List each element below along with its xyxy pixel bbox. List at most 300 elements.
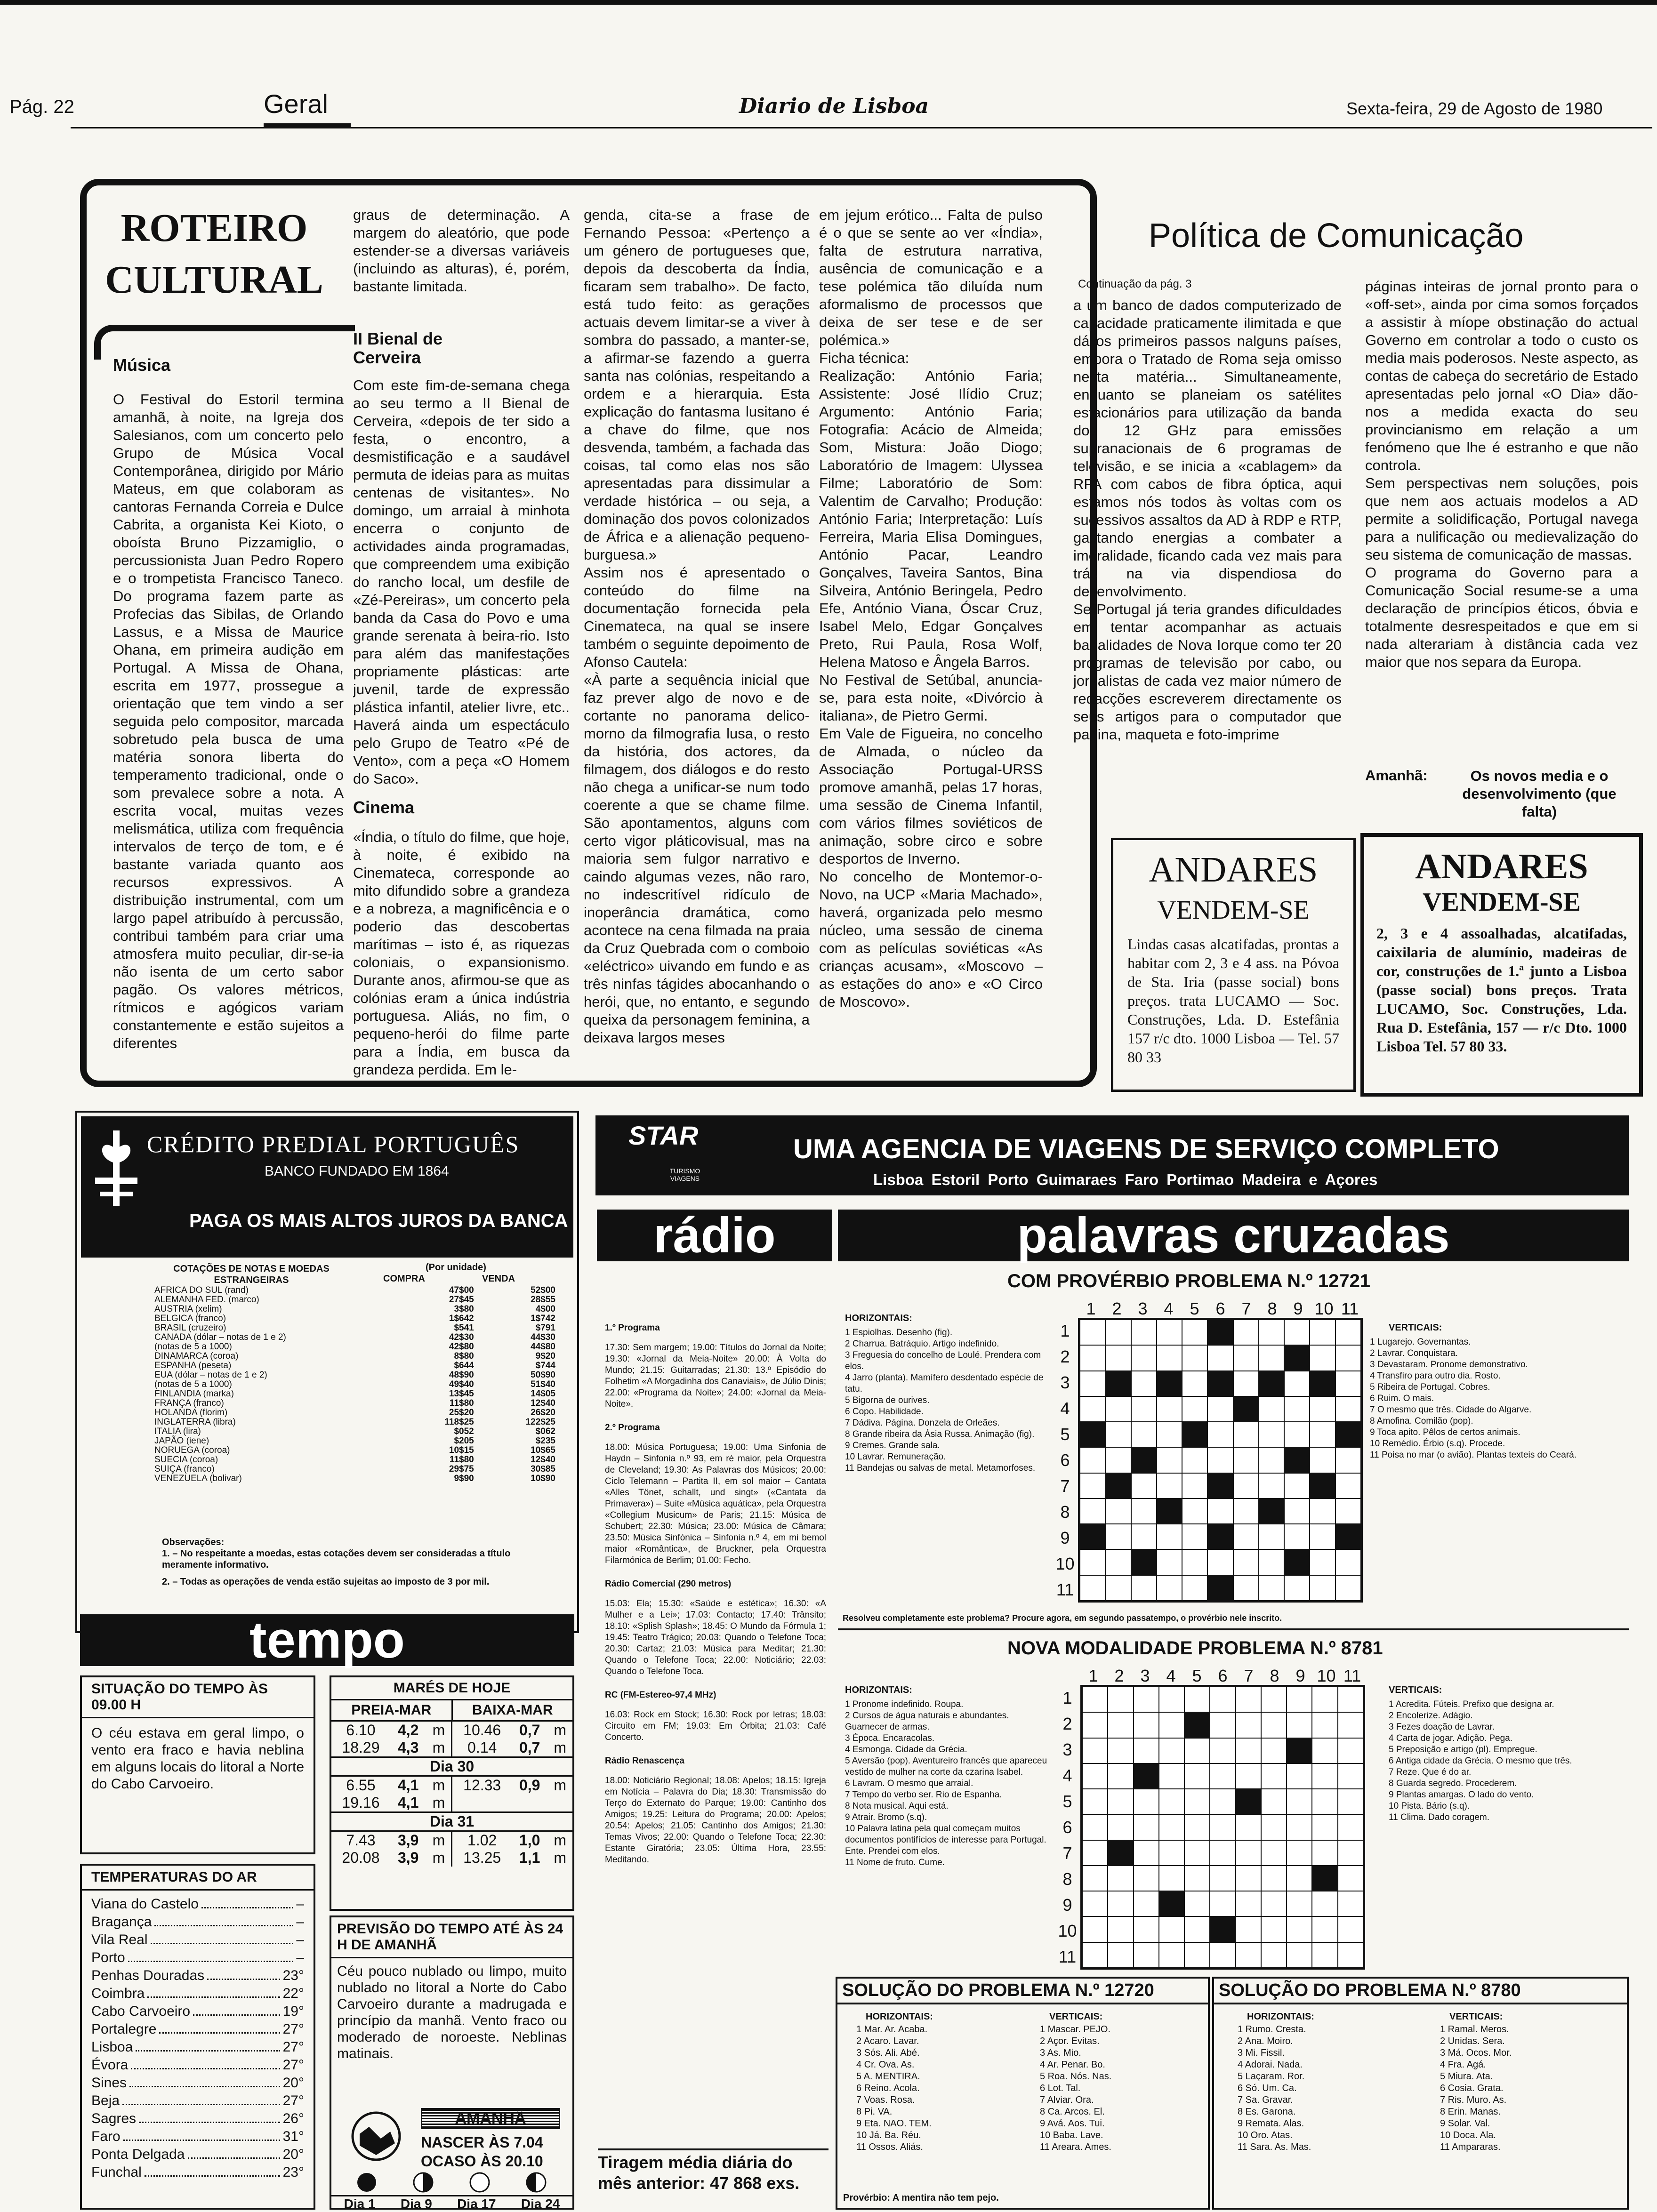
crossword-cell[interactable] [1184, 1891, 1210, 1916]
crossword-cell[interactable] [1105, 1549, 1131, 1575]
crossword-cell[interactable] [1236, 1840, 1261, 1866]
crossword-cell[interactable] [1312, 1942, 1337, 1968]
crossword-cell[interactable] [1259, 1396, 1284, 1422]
city-name: Vila Real [91, 1932, 148, 1948]
crossword-cell[interactable] [1131, 1499, 1157, 1524]
tide-value: m [554, 1832, 567, 1849]
crossword-cell[interactable] [1182, 1320, 1207, 1345]
row-number: 2 [1062, 1714, 1072, 1733]
crossword-cell[interactable] [1338, 1687, 1363, 1712]
crossword-cell[interactable] [1310, 1422, 1335, 1447]
solution-1 [836, 1977, 1210, 2210]
crossword-cell[interactable] [1284, 1575, 1310, 1601]
crossword-cell[interactable] [1207, 1396, 1233, 1422]
credito-founded: BANCO FUNDADO EM 1864 [265, 1163, 449, 1179]
crossword-cell[interactable] [1233, 1345, 1259, 1370]
crossword-cell[interactable] [1080, 1396, 1105, 1422]
currency-name: VENEZUELA (bolivar) [154, 1474, 242, 1483]
crossword-cell[interactable] [1338, 1814, 1363, 1840]
crossword-cell[interactable] [1210, 1814, 1235, 1840]
tiragem: Tiragem média diária do mês anterior: 47 868 exs. [598, 2148, 828, 2194]
crossword-cell[interactable] [1157, 1320, 1182, 1345]
rate-compra: 1$642 [449, 1314, 474, 1323]
crossword-cell[interactable] [1233, 1473, 1259, 1499]
crossword-cell[interactable] [1312, 1687, 1337, 1712]
crossword-cell[interactable] [1210, 1789, 1235, 1814]
crossword-cell[interactable] [1182, 1345, 1207, 1370]
crossword-cell[interactable] [1261, 1738, 1287, 1763]
crossword-cell[interactable] [1134, 1916, 1159, 1942]
crossword-cell[interactable] [1108, 1891, 1133, 1916]
crossword-cell[interactable] [1157, 1396, 1182, 1422]
crossword-cell[interactable] [1131, 1371, 1157, 1396]
crossword-cell[interactable] [1082, 1789, 1108, 1814]
crossword-cell[interactable] [1233, 1575, 1259, 1601]
page-number: Pág. 22 [9, 96, 74, 117]
crossword-cell[interactable] [1105, 1320, 1131, 1345]
crossword-cell[interactable] [1082, 1840, 1108, 1866]
crossword-cell[interactable] [1182, 1549, 1207, 1575]
crossword-cell[interactable] [1335, 1345, 1361, 1370]
sol2-v-label: VERTICAIS: [1449, 2012, 1503, 2022]
crossword-cell[interactable] [1310, 1549, 1335, 1575]
crossword-cell[interactable] [1184, 1814, 1210, 1840]
crossword-cell[interactable] [1207, 1422, 1233, 1447]
crossword-cell[interactable] [1184, 1942, 1210, 1968]
currency-name: HOLANDA (florim) [154, 1408, 228, 1418]
crossword-cell[interactable] [1338, 1789, 1363, 1814]
rate-compra: 13$45 [449, 1389, 474, 1399]
crossword-cell[interactable] [1233, 1320, 1259, 1345]
crossword-cell[interactable] [1105, 1345, 1131, 1370]
crossword-cell[interactable] [1182, 1575, 1207, 1601]
tide-value: 3,9 [397, 1849, 419, 1866]
crossword-cell[interactable] [1105, 1575, 1131, 1601]
crossword-cell[interactable] [1210, 1763, 1235, 1789]
currency-name: CANADA (dólar – notas de 1 e 2) [154, 1332, 286, 1342]
crossword-cell[interactable] [1310, 1575, 1335, 1601]
crossword-cell[interactable] [1310, 1396, 1335, 1422]
tide-value: m [554, 1722, 567, 1739]
crossword-cell[interactable] [1312, 1840, 1337, 1866]
crossword-cell[interactable] [1207, 1549, 1233, 1575]
crossword-cell[interactable] [1131, 1345, 1157, 1370]
crossword-cell[interactable] [1108, 1763, 1133, 1789]
crossword-cell[interactable] [1287, 1891, 1312, 1916]
crossword-cell[interactable] [1259, 1345, 1284, 1370]
row-number: 10 [1055, 1554, 1075, 1573]
politica-col-1: a um banco de dados computerizado de capacidade praticamente ilimitada e que dá os primeiros passos nalguns países, embora o Tratado de Roma seja omisso nesta matéria... Simultaneamente, enquanto se planeiam os satélites estacionários para utilização da banda dos 12 GHz para emissões supranacionais de 6 programas de televisão, e se inicia a «cablagem» da RFA com cabos de fibra óptica, aqui estamos nós todos às voltas com os sucessivos assaltos da AD à RDP e RTP, gastando energias a combater a imoralidade, ficando cada vez mais para trás na via dispendiosa do desenvolvimento. Se Portugal já teria grandes dificuldades em tentar acompanhar as actuais banalidades de Nova Iorque como ter 20 programas de televisão por cabo, ou jornalistas de cada vez maior número de redacções escreverem directamente os seus artigos para o computador que pagina, maqueta e foto-imprime [1073, 297, 1342, 743]
crossword-cell[interactable] [1236, 1738, 1261, 1763]
crossword-cell[interactable] [1335, 1320, 1361, 1345]
star-travel-ad[interactable] [595, 1115, 1629, 1195]
star-tag: TURISMO VIAGENS [669, 1167, 700, 1182]
crossword-cell[interactable] [1261, 1916, 1287, 1942]
crossword-cell[interactable] [1105, 1422, 1131, 1447]
crossword-cell[interactable] [1261, 1942, 1287, 1968]
city-name: Coimbra [91, 1986, 145, 2001]
crossword-cell[interactable] [1108, 1942, 1133, 1968]
row-number: 5 [1060, 1424, 1070, 1444]
p2-verticais: 1 Acredita. Fúteis. Prefixo que designa ar. 2 Encolerize. Adágio. 3 Fezes doação de Lavrar. 4 Carta de jogar. Adição. Pega. 5 Preposição e artigo (pl). Empregue. 6 Antiga cidade da Grécia. O mesmo que três. 7 Reze. Que é do ar. 8 Guarda segredo. Procederem. 9 Plantas amargas. O lado do vento. 10 Pista. Bário (s.q). 11 Clima. Dado coragem. [1389, 1699, 1572, 1822]
row-number: 2 [1060, 1346, 1070, 1366]
crossword-cell[interactable] [1261, 1687, 1287, 1712]
currency-name: JAPÃO (iene) [154, 1436, 209, 1446]
crossword-cell[interactable] [1134, 1866, 1159, 1891]
rate-row [153, 1418, 557, 1427]
crossword-block [1312, 1866, 1337, 1891]
crossword-cell[interactable] [1338, 1916, 1363, 1942]
crossword-cell[interactable] [1335, 1371, 1361, 1396]
crossword-cell[interactable] [1312, 1738, 1337, 1763]
andares-ad-1[interactable] [1111, 838, 1356, 1092]
crossword-cell[interactable] [1080, 1549, 1105, 1575]
crossword-cell[interactable] [1134, 1789, 1159, 1814]
crossword-cell[interactable] [1157, 1473, 1182, 1499]
crossword-cell[interactable] [1184, 1916, 1210, 1942]
tide-value: 12.33 [463, 1777, 501, 1794]
crossword-cell[interactable] [1080, 1473, 1105, 1499]
currency-name: BRASIL (cruzeiro) [154, 1323, 226, 1333]
crossword-cell[interactable] [1157, 1524, 1182, 1549]
crossword-cell[interactable] [1159, 1916, 1184, 1942]
crossword-cell[interactable] [1335, 1549, 1361, 1575]
crossword-cell[interactable] [1261, 1866, 1287, 1891]
crossword-cell[interactable] [1210, 1712, 1235, 1738]
crossword-cell[interactable] [1284, 1371, 1310, 1396]
sol2-v: 1 Ramal. Meros. 2 Unidas. Sera. 3 Má. Ocos. Mor. 4 Fra. Agá. 5 Miura. Ata. 6 Cosia. Grata. 7 Ris. Muro. As. 8 Erin. Manas. 9 Solar. Val. 10 Doca. Ala. 11 Ampararas. [1440, 2024, 1512, 2152]
crossword-cell[interactable] [1080, 1447, 1105, 1473]
crossword-cell[interactable] [1233, 1371, 1259, 1396]
crossword-cell[interactable] [1131, 1575, 1157, 1601]
crossword-cell[interactable] [1284, 1396, 1310, 1422]
crossword-cell[interactable] [1236, 1866, 1261, 1891]
crossword-cell[interactable] [1233, 1422, 1259, 1447]
crossword-cell[interactable] [1335, 1447, 1361, 1473]
crossword-cell[interactable] [1261, 1814, 1287, 1840]
crossword-cell[interactable] [1312, 1891, 1337, 1916]
rates-obs-title: Observações: [162, 1537, 225, 1547]
crossword-cell[interactable] [1259, 1524, 1284, 1549]
column-number: 7 [1244, 1666, 1254, 1685]
crossword-block [1335, 1524, 1361, 1549]
column-number: 11 [1341, 1299, 1359, 1318]
crossword-cell[interactable] [1159, 1814, 1184, 1840]
crossword-cell[interactable] [1284, 1499, 1310, 1524]
crossword-cell[interactable] [1157, 1549, 1182, 1575]
roteiro-col-1: O Festival do Estoril termina amanhã, à noite, na Igreja dos Salesianos, com um concerto pelo Grupo de Música Vocal Contemporânea, dirigido por Mário Mateus, em que colaboram as cantoras Fernanda Correia e Dulce Cabrita, a organista Kei Kioto, o oboísta Bruno Pizzamiglio, o percussionista Juan Pedro Ropero e o trompetista Francisco Taneco. Do programa fazem parte as Profecias das Sibilas, de Orlando Lassus, e a Missa de Maurice Ohana, em primeira audição em Portugal. A Missa de Ohana, escrita em 1977, prossegue a orientação que tem vindo a ser seguida pelo compositor, marcada sobretudo pela busca de uma matéria sonora liberta do temperamento tradicional, onde o som prevalece sobre a nota. A escrita vocal, muitas vezes melismática, utiliza com frequência intervalos de terço de tom, e é bastante variada quanto aos recursos expressivos. A distribuição instrumental, com um largo papel atribuído à percussão, contribui também para criar uma atmosfera muito peculiar, dir-se-ia não isenta de um certo sabor pagão. Os valores métricos, rítmicos e agógicos variam constantemente e estão sujeitos a diferentes [113, 391, 344, 1051]
crossword-cell[interactable] [1131, 1524, 1157, 1549]
crossword-cell[interactable] [1210, 1866, 1235, 1891]
currency-name: ALEMANHA FED. (marco) [154, 1295, 259, 1305]
row-number: 9 [1060, 1528, 1070, 1547]
crossword-cell[interactable] [1310, 1447, 1335, 1473]
crossword-cell[interactable] [1082, 1916, 1108, 1942]
crossword-cell[interactable] [1182, 1447, 1207, 1473]
crossword-cell[interactable] [1182, 1396, 1207, 1422]
crossword-cell[interactable] [1082, 1687, 1108, 1712]
crossword-cell[interactable] [1210, 1687, 1235, 1712]
temperature-row [91, 1967, 304, 1985]
crossword-cell[interactable] [1108, 1789, 1133, 1814]
crossword-cell[interactable] [1287, 1687, 1312, 1712]
tide-value [512, 1794, 548, 1812]
crossword-cell[interactable] [1210, 1942, 1235, 1968]
crossword-cell[interactable] [1335, 1499, 1361, 1524]
crossword-cell[interactable] [1261, 1891, 1287, 1916]
credito-predial-ad[interactable] [75, 1111, 579, 1633]
rates-unit: (Por unidade) [426, 1262, 486, 1273]
crossword-cell[interactable] [1210, 1840, 1235, 1866]
crossword-cell[interactable] [1236, 1814, 1261, 1840]
crossword-cell[interactable] [1159, 1738, 1184, 1763]
crossword-cell[interactable] [1233, 1499, 1259, 1524]
crossword-cell[interactable] [1210, 1738, 1235, 1763]
crossword-cell[interactable] [1312, 1789, 1337, 1814]
sun-icon [341, 2106, 411, 2167]
crossword-cell[interactable] [1310, 1320, 1335, 1345]
crossword-cell[interactable] [1287, 1916, 1312, 1942]
crossword-cell[interactable] [1287, 1942, 1312, 1968]
crossword-block [1080, 1524, 1105, 1549]
crossword-cell[interactable] [1082, 1942, 1108, 1968]
crossword-block [1210, 1916, 1235, 1942]
crossword-cell[interactable] [1338, 1891, 1363, 1916]
crossword-cell[interactable] [1210, 1891, 1235, 1916]
radio-fm: 16.03: Rock em Stock; 16.30: Rock por letras; 18.03: Circuito em FM; 19.03: Em Órbita; 21.03: Café Concerto. [605, 1710, 826, 1742]
crossword-cell[interactable] [1236, 1687, 1261, 1712]
tide-row [331, 1794, 572, 1812]
crossword-cell[interactable] [1236, 1916, 1261, 1942]
tide-row [331, 1776, 572, 1795]
crossword-cell[interactable] [1105, 1499, 1131, 1524]
crossword-cell[interactable] [1259, 1473, 1284, 1499]
crossword-cell[interactable] [1338, 1763, 1363, 1789]
masthead [0, 0, 1657, 141]
crossword-cell[interactable] [1080, 1499, 1105, 1524]
crossword-cell[interactable] [1233, 1447, 1259, 1473]
crossword-cell[interactable] [1259, 1575, 1284, 1601]
sol1-h-label: HORIZONTAIS: [866, 2012, 933, 2022]
crossword-cell[interactable] [1134, 1942, 1159, 1968]
crossword-cell[interactable] [1335, 1473, 1361, 1499]
crossword-cell[interactable] [1131, 1396, 1157, 1422]
rate-venda: 1$742 [531, 1314, 555, 1323]
amanha-badge: AMANHÃ [421, 2108, 560, 2129]
crossword-cell[interactable] [1312, 1916, 1337, 1942]
crossword-cell[interactable] [1108, 1687, 1133, 1712]
crossword-cell[interactable] [1082, 1763, 1108, 1789]
crossword-grid-2[interactable] [1080, 1685, 1365, 1970]
crossword-cell[interactable] [1287, 1814, 1312, 1840]
crossword-cell[interactable] [1182, 1473, 1207, 1499]
sol1-v: 1 Mascar. PEJO. 2 Açor. Evitas. 3 As. Mio. 4 Ar. Penar. Bo. 5 Roa. Nós. Nas. 6 Lot. Tal. 7 Alviar. Ora. 8 Ca. Arcos. El. 9 Avá. Aos. Tui. 10 Baba. Lave. 11 Areara. Ames. [1040, 2024, 1112, 2152]
crossword-cell[interactable] [1134, 1687, 1159, 1712]
crossword-cell[interactable] [1184, 1789, 1210, 1814]
crossword-cell[interactable] [1131, 1473, 1157, 1499]
crossword-cell[interactable] [1261, 1712, 1287, 1738]
crossword-cell[interactable] [1338, 1942, 1363, 1968]
crossword-cell[interactable] [1080, 1320, 1105, 1345]
crossword-cell[interactable] [1335, 1396, 1361, 1422]
radio-rc-heading: Rádio Comercial (290 metros) [605, 1579, 732, 1589]
crossword-cell[interactable] [1233, 1549, 1259, 1575]
crossword-cell[interactable] [1284, 1524, 1310, 1549]
crossword-cell[interactable] [1182, 1524, 1207, 1549]
crossword-cell[interactable] [1108, 1916, 1133, 1942]
crossword-cell[interactable] [1207, 1345, 1233, 1370]
rate-row [153, 1286, 557, 1295]
crossword-cell[interactable] [1261, 1789, 1287, 1814]
crossword-cell[interactable] [1236, 1891, 1261, 1916]
city-name: Faro [91, 2129, 121, 2144]
crossword-cell[interactable] [1134, 1814, 1159, 1840]
crossword-cell[interactable] [1338, 1840, 1363, 1866]
crossword-cell[interactable] [1159, 1866, 1184, 1891]
crossword-cell[interactable] [1207, 1447, 1233, 1473]
crossword-cell[interactable] [1284, 1320, 1310, 1345]
moon-day-label: Dia 9 [400, 2196, 432, 2211]
crossword-cell[interactable] [1312, 1763, 1337, 1789]
crossword-cell[interactable] [1287, 1763, 1312, 1789]
crossword-cell[interactable] [1287, 1789, 1312, 1814]
tide-row [331, 1739, 572, 1757]
musica-frame [94, 325, 355, 360]
crossword-cell[interactable] [1259, 1422, 1284, 1447]
crossword-cell[interactable] [1134, 1738, 1159, 1763]
row-number: 7 [1062, 1843, 1072, 1863]
crossword-cell[interactable] [1207, 1499, 1233, 1524]
crossword-cell[interactable] [1082, 1712, 1108, 1738]
crossword-cell[interactable] [1184, 1738, 1210, 1763]
city-temperature: 27° [282, 2093, 304, 2108]
currency-name: SUIÇA (franco) [154, 1464, 215, 1474]
crossword-cell[interactable] [1157, 1575, 1182, 1601]
crossword-cell[interactable] [1310, 1524, 1335, 1549]
temperature-row [91, 1949, 304, 1967]
crossword-cell[interactable] [1261, 1763, 1287, 1789]
crossword-cell[interactable] [1131, 1320, 1157, 1345]
rate-row [153, 1380, 557, 1389]
crossword-cell[interactable] [1080, 1371, 1105, 1396]
crossword-cell[interactable] [1159, 1840, 1184, 1866]
tide-value: m [554, 1739, 567, 1756]
rate-row [153, 1333, 557, 1342]
andares-ad-2[interactable] [1360, 833, 1643, 1097]
crossword-cell[interactable] [1287, 1712, 1312, 1738]
crossword-cell[interactable] [1284, 1422, 1310, 1447]
crossword-cell[interactable] [1108, 1814, 1133, 1840]
crossword-cell[interactable] [1284, 1473, 1310, 1499]
crossword-cell[interactable] [1108, 1712, 1133, 1738]
tide-day: Dia 31 [331, 1812, 572, 1831]
crossword-cell[interactable] [1287, 1840, 1312, 1866]
crossword-cell[interactable] [1236, 1712, 1261, 1738]
crossword-cell[interactable] [1184, 1763, 1210, 1789]
moon-day-label: Dia 24 [521, 2196, 560, 2211]
crossword-cell[interactable] [1134, 1891, 1159, 1916]
city-temperature: 19° [282, 2004, 304, 2019]
crossword-cell[interactable] [1159, 1687, 1184, 1712]
crossword-cell[interactable] [1259, 1549, 1284, 1575]
crossword-cell[interactable] [1184, 1866, 1210, 1891]
crossword-cell[interactable] [1182, 1371, 1207, 1396]
crossword-cell[interactable] [1259, 1320, 1284, 1345]
p1-column-numbers [1078, 1299, 1363, 1318]
crossword-cell[interactable] [1080, 1345, 1105, 1370]
crossword-cell[interactable] [1233, 1524, 1259, 1549]
crossword-cell[interactable] [1108, 1738, 1133, 1763]
crossword-cell[interactable] [1184, 1687, 1210, 1712]
crossword-cell[interactable] [1312, 1712, 1337, 1738]
crossword-cell[interactable] [1157, 1447, 1182, 1473]
crossword-cell[interactable] [1082, 1814, 1108, 1840]
roteiro-col-2-top: graus de determinação. A margem do aleatório, que pode estender-se a diversas variáveis (incluindo as alturas), é, porém, bastante limitada. [353, 207, 570, 295]
crossword-cell[interactable] [1259, 1447, 1284, 1473]
rate-venda: 4$00 [535, 1304, 555, 1314]
crossword-cell[interactable] [1134, 1840, 1159, 1866]
tide-row [331, 1849, 572, 1867]
tide-value: m [426, 1722, 452, 1739]
crossword-cell[interactable] [1157, 1345, 1182, 1370]
crossword-cell[interactable] [1159, 1712, 1184, 1738]
temperaturas-title: TEMPERATURAS DO AR [82, 1866, 314, 1891]
crossword-cell[interactable] [1134, 1712, 1159, 1738]
crossword-cell[interactable] [1082, 1891, 1108, 1916]
crossword-cell[interactable] [1338, 1866, 1363, 1891]
rate-venda: 44$80 [531, 1342, 555, 1352]
crossword-cell[interactable] [1312, 1814, 1337, 1840]
rate-row [153, 1446, 557, 1455]
tide-value: 6.55 [346, 1777, 376, 1794]
crossword-cell[interactable] [1108, 1866, 1133, 1891]
tides-table [331, 1722, 572, 1867]
crossword-cell[interactable] [1159, 1942, 1184, 1968]
tide-value: 0.14 [467, 1739, 497, 1756]
crossword-cell[interactable] [1338, 1712, 1363, 1738]
radio-ren-heading: Rádio Renascença [605, 1756, 684, 1766]
crossword-cell[interactable] [1159, 1763, 1184, 1789]
crossword-cell[interactable] [1082, 1866, 1108, 1891]
credito-logo-icon [95, 1130, 137, 1206]
crossword-cell[interactable] [1261, 1840, 1287, 1866]
politica-amanha-label: Amanhã: [1365, 767, 1428, 784]
crossword-block [1287, 1738, 1312, 1763]
crossword-cell[interactable] [1182, 1499, 1207, 1524]
city-name: Sagres [91, 2111, 137, 2126]
crossword-cell[interactable] [1335, 1575, 1361, 1601]
crossword-cell[interactable] [1184, 1840, 1210, 1866]
crossword-cell[interactable] [1105, 1524, 1131, 1549]
currency-name: INGLATERRA (libra) [154, 1417, 236, 1427]
crossword-cell[interactable] [1287, 1866, 1312, 1891]
crossword-cell[interactable] [1338, 1738, 1363, 1763]
crossword-cell[interactable] [1131, 1422, 1157, 1447]
crossword-cell[interactable] [1105, 1396, 1131, 1422]
crossword-cell[interactable] [1105, 1447, 1131, 1473]
crossword-cell[interactable] [1310, 1345, 1335, 1370]
crossword-cell[interactable] [1236, 1763, 1261, 1789]
crossword-cell[interactable] [1157, 1422, 1182, 1447]
crossword-grid-1[interactable] [1078, 1318, 1363, 1603]
crossword-block [1207, 1575, 1233, 1601]
city-temperature: 23° [282, 2164, 304, 2180]
crossword-cell[interactable] [1236, 1942, 1261, 1968]
crossword-cell[interactable] [1080, 1575, 1105, 1601]
crossword-cell[interactable] [1159, 1789, 1184, 1814]
crossword-cell[interactable] [1310, 1499, 1335, 1524]
crossword-cell[interactable] [1082, 1738, 1108, 1763]
